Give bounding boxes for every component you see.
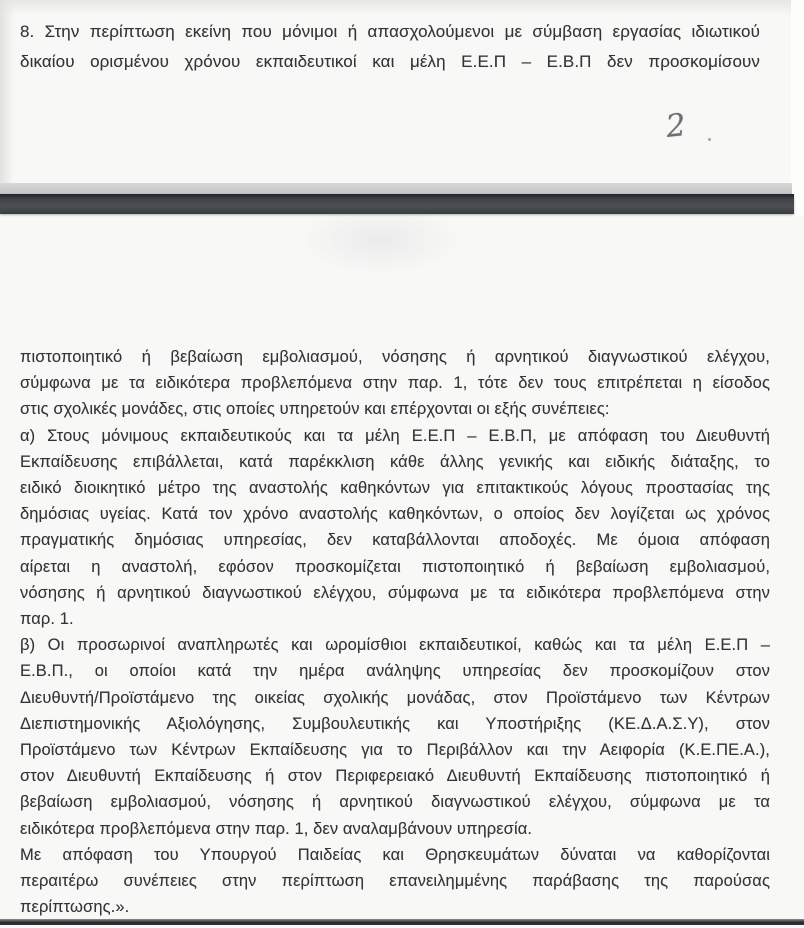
text-line: β) Οι προσωρινοί αναπληρωτές και ωρομίσθιοι εκπαιδευτικοί, καθώς και τα μέλη Ε.Ε.Π – — [20, 636, 770, 655]
text-line: Διεπιστημονικής Αξιολόγησης, Συμβουλευτικής και Υποστήριξης (ΚΕ.Δ.Α.Σ.Υ), στον — [20, 714, 770, 733]
text-line: πραγματικής δημόσιας υπηρεσίας, δεν καταβάλλονται αποδοχές. Με όμοια απόφαση — [20, 531, 770, 550]
page2-body — [20, 344, 770, 920]
text-line: αίρεται η αναστολή, εφόσον προσκομίζεται πιστοποιητικό ή βεβαίωση εμβολιασμού, — [20, 557, 770, 576]
bottom-rule — [0, 919, 804, 925]
page1-bottom-edge — [0, 183, 792, 194]
text-line: Ε.Β.Π., οι οποίοι κατά την ημέρα ανάληψης υπηρεσίας δεν προσκομίζουν στον — [20, 662, 770, 681]
text-line: νόσησης ή αρνητικού διαγνωστικού ελέγχου, σύμφωνα με τα ειδικότερα προβλεπόμενα στην — [20, 583, 770, 602]
page1-left-scan-edge — [0, 0, 14, 196]
text-line: σύμφωνα με τα ειδικότερα προβλεπόμενα στην παρ. 1, τότε δεν τους επιτρέπεται η είσοδος — [20, 374, 770, 393]
text-line: ειδικότερα προβλεπόμενα στην παρ. 1, δεν αναλαμβάνουν υπηρεσία. — [20, 819, 533, 838]
pencil-dot — [708, 138, 711, 141]
text-line: περαιτέρω συνέπειες στην περίπτωση επανειλημμένης παράβασης της παρούσας — [20, 872, 770, 891]
text-line: στις σχολικές μονάδες, στις οποίες υπηρετούν και επέρχονται οι εξής συνέπειες: — [20, 400, 610, 419]
text-line: ειδικό διοικητικό μέτρο της αναστολής καθηκόντων για επιτακτικούς λόγους προστασίας της — [20, 479, 770, 498]
scan-smudge — [300, 205, 460, 275]
page1-line: 8. Στην περίπτωση εκείνη που μόνιμοι ή απασχολούμενοι με σύμβαση εργασίας ιδιωτικού — [20, 22, 760, 41]
text-line: στον Διευθυντή Εκπαίδευσης ή στον Περιφερειακό Διευθυντή Εκπαίδευσης πιστοποιητικό ή — [20, 767, 770, 786]
page1-fragment — [20, 17, 760, 77]
page1-line: δικαίου ορισμένου χρόνου εκπαιδευτικοί και μέλη Ε.Ε.Π – Ε.Β.Π δεν προσκομίσουν — [20, 52, 760, 71]
handwritten-page-number: 2 — [664, 107, 688, 145]
text-line: Εκπαίδευσης επιβάλλεται, κατά παρέκκλιση κάθε άλλης γενικής και ειδικής διάταξης, το — [20, 452, 770, 471]
page1-right-scan-edge — [791, 0, 804, 216]
page1-top-scan-edge — [0, 0, 804, 14]
text-line: βεβαίωση εμβολιασμού, νόσησης ή αρνητικού διαγνωστικού ελέγχου, σύμφωνα με τα — [20, 793, 770, 812]
text-line: Διευθυντή/Προϊστάμενο της οικείας σχολικής μονάδας, στον Προϊστάμενο των Κέντρων — [20, 688, 770, 707]
text-line: παρ. 1. — [20, 610, 74, 629]
text-line: πιστοποιητικό ή βεβαίωση εμβολιασμού, νόσησης ή αρνητικού διαγνωστικού ελέγχου, — [20, 348, 770, 366]
text-line: α) Στους μόνιμους εκπαιδευτικούς και τα μέλη Ε.Ε.Π – Ε.Β.Π, με απόφαση του Διευθυντή — [20, 426, 770, 445]
text-line: δημόσιας υγείας. Κατά τον χρόνο αναστολής καθηκόντων, ο οποίος δεν λογίζεται ως χρόνος — [20, 505, 770, 524]
text-line: Προϊστάμενο των Κέντρων Εκπαίδευσης για το Περιβάλλον και την Αειφορία (Κ.Ε.ΠΕ.Α.), — [20, 741, 770, 760]
text-line: περίπτωσης.». — [20, 898, 130, 917]
text-line: Με απόφαση του Υπουργού Παιδείας και Θρησκευμάτων δύναται να καθορίζονται — [20, 845, 770, 864]
